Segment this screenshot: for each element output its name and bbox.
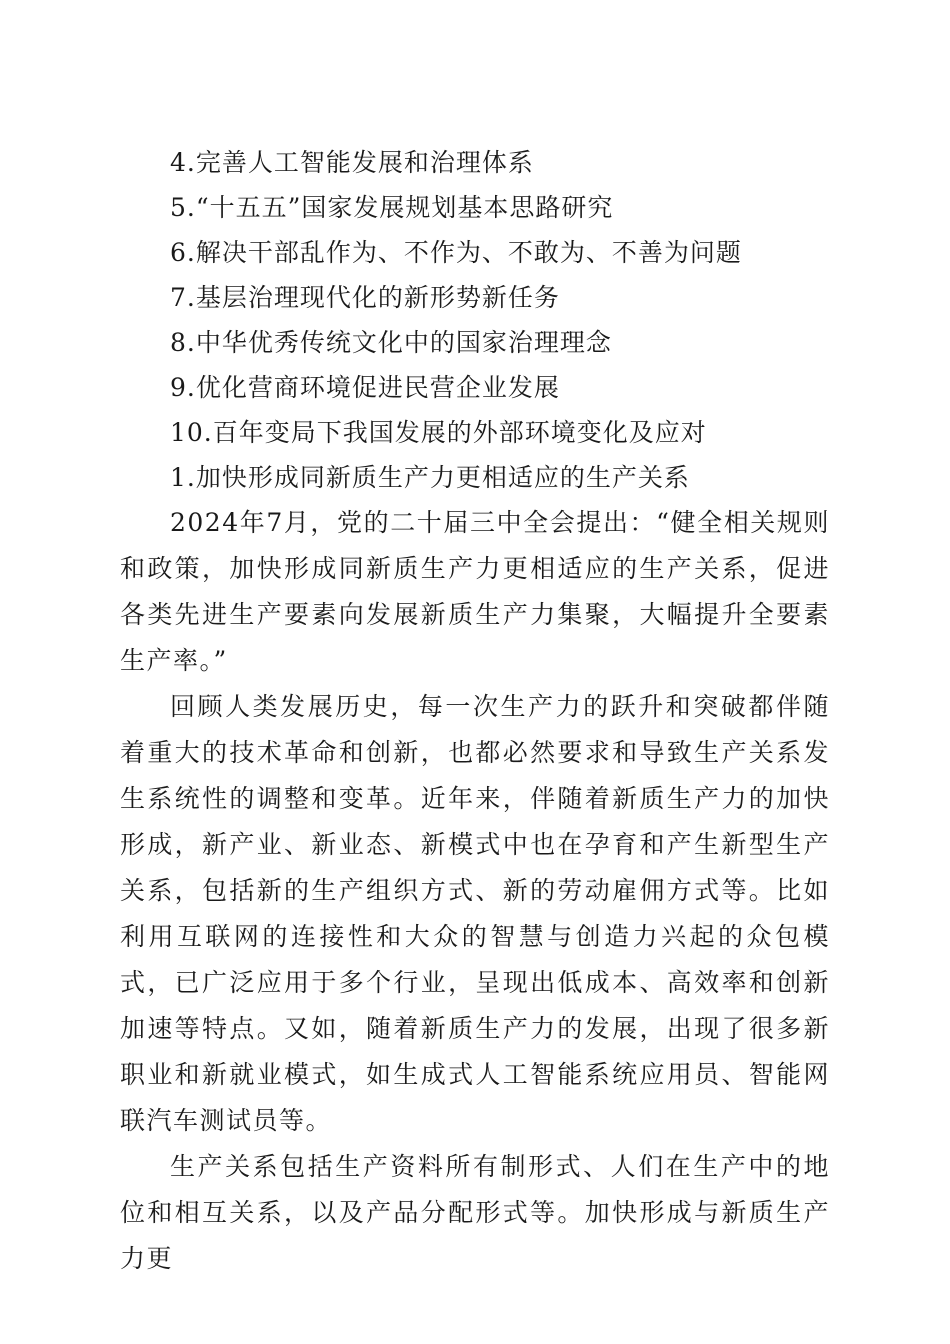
list-item: 6.解决干部乱作为、不作为、不敢为、不善为问题 <box>170 238 742 267</box>
list-item: 7.基层治理现代化的新形势新任务 <box>170 283 560 312</box>
paragraph: 2024年7月，党的二十届三中全会提出：“健全相关规则和政策，加快形成同新质生产力更相适应的生产关系，促进各类先进生产要素向发展新质生产力集聚，大幅提升全要素生产率。” <box>120 508 830 675</box>
document-page <box>120 140 830 1282</box>
section-heading: 1.加快形成同新质生产力更相适应的生产关系 <box>170 463 690 492</box>
list-item: 10.百年变局下我国发展的外部环境变化及应对 <box>170 418 707 447</box>
list-item: 5.“十五五”国家发展规划基本思路研究 <box>170 193 614 222</box>
paragraph: 生产关系包括生产资料所有制形式、人们在生产中的地位和相互关系，以及产品分配形式等。加快形成与新质生产力更 <box>120 1152 830 1273</box>
list-item: 4.完善人工智能发展和治理体系 <box>170 148 534 177</box>
list-item: 9.优化营商环境促进民营企业发展 <box>170 373 560 402</box>
paragraph: 回顾人类发展历史，每一次生产力的跃升和突破都伴随着重大的技术革命和创新，也都必然要求和导致生产关系发生系统性的调整和变革。近年来，伴随着新质生产力的加快形成，新产业、新业态、新模式中也在孕育和产生新型生产关系，包括新的生产组织方式、新的劳动雇佣方式等。比如利用互联网的连接性和大众的智慧与创造力兴起的众包模式，已广泛应用于多个行业，呈现出低成本、高效率和创新加速等特点。又如，随着新质生产力的发展，出现了很多新职业和新就业模式，如生成式人工智能系统应用员、智能网联汽车测试员等。 <box>120 692 830 1135</box>
list-item: 8.中华优秀传统文化中的国家治理理念 <box>170 328 612 357</box>
